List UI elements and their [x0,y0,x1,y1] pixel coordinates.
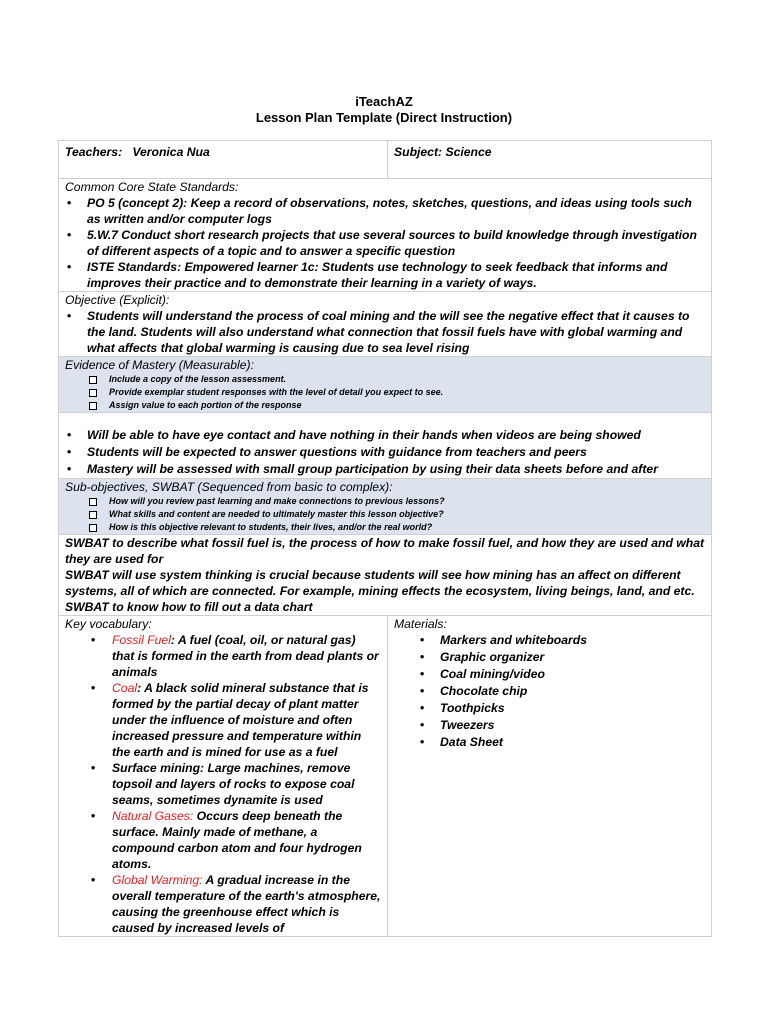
standard-item: • ISTE Standards: Empowered learner 1c: Students use technology to seek feedback that informs and improves their practice and to demonstrate their learning in a variety of ways. [65,259,705,291]
vocabulary-item: • Surface mining: Large machines, remove topsoil and layers of rocks to expose coal seams, sometimes dynamite is used [65,760,381,808]
checkbox-icon [89,376,97,384]
checkbox-icon [89,402,97,410]
evidence-item: • Mastery will be assessed with small group participation by using their data sheets before and after [65,461,705,478]
material-item: • Tweezers [394,717,705,734]
standards-heading: Common Core State Standards: [65,180,239,194]
checkbox-icon [89,524,97,532]
vocabulary-item: • Coal: A black solid mineral substance that is formed by the partial decay of plant matter under the influence of moisture and often increased pressure and temperature within the earth and is mined for use as a fuel [65,680,381,760]
subobjective-guide-item: What skills and content are needed to ultimately master this lesson objective? [65,508,705,521]
evidence-guide-list [65,373,705,412]
evidence-cell [59,413,712,479]
evidence-row [59,413,712,479]
vocabulary-item: • Natural Gases: Occurs deep beneath the surface. Mainly made of methane, a compound carbon atom and four hydrogen atoms. [65,808,381,872]
teacher-subject-row [59,141,712,179]
subject-cell [388,141,712,179]
material-item: • Toothpicks [394,700,705,717]
objective-cell [59,292,712,357]
evidence-list [65,427,705,478]
lesson-plan-table [58,140,712,937]
standards-cell [59,179,712,292]
evidence-guide-row [59,357,712,413]
checkbox-icon [89,511,97,519]
objective-item: • Students will understand the process of coal mining and the will see the negative effect that it causes to the land. Students will also understand what connection that fossil fuels have with global warming and what affects that global warming is causing due to sea level rising [65,308,705,356]
checkbox-icon [89,389,97,397]
evidence-guide-cell [59,357,712,413]
document-subtitle: Lesson Plan Template (Direct Instruction) [255,110,513,125]
evidence-item: • Will be able to have eye contact and have nothing in their hands when videos are being showed [65,427,705,444]
subobjectives-heading: Sub-objectives, SWBAT (Sequenced from basic to complex): [65,480,393,494]
standard-item: • PO 5 (concept 2): Keep a record of observations, notes, sketches, questions, and ideas using tools such as written and/or computer logs [65,195,705,227]
standard-item: • 5.W.7 Conduct short research projects that use several sources to build knowledge through investigation of different aspects of a topic and to answer a specific question [65,227,705,259]
evidence-guide-item: Provide exemplar student responses with the level of detail you expect to see. [65,386,705,399]
standards-row [59,179,712,292]
swbat-line: SWBAT to describe what fossil fuel is, the process of how to make fossil fuel, and how they are used and what they are used for [65,536,705,566]
checkbox-icon [89,498,97,506]
swbat-cell [59,535,712,616]
vocabulary-item: • Fossil Fuel: A fuel (coal, oil, or natural gas) that is formed in the earth from dead plants or animals [65,632,381,680]
subject-value: Science [445,145,492,159]
vocab-materials-row [59,616,712,937]
vocabulary-list [65,632,381,936]
subobjective-guide-item: How is this objective relevant to students, their lives, and/or the real world? [65,521,705,534]
document-title: iTeachAZ [355,94,413,109]
subobjectives-guide-list [65,495,705,534]
subject-label: Subject: [394,145,443,159]
swbat-line: SWBAT to know how to fill out a data chart [65,600,313,614]
teachers-cell [59,141,388,179]
material-item: • Markers and whiteboards [394,632,705,649]
materials-heading: Materials: [394,617,447,631]
swbat-line: SWBAT will use system thinking is crucial because students will see how mining has an affect on different systems, all of which are connected. For example, mining effects the ecosystem, living beings, land, and etc. [65,568,695,598]
material-item: • Data Sheet [394,734,705,751]
objective-list [65,308,705,356]
material-item: • Chocolate chip [394,683,705,700]
subobjectives-guide-row [59,479,712,535]
objective-heading: Objective (Explicit): [65,293,170,307]
vocabulary-heading: Key vocabulary: [65,617,152,631]
subobjective-guide-item: How will you review past learning and make connections to previous lessons? [65,495,705,508]
evidence-heading: Evidence of Mastery (Measurable): [65,358,254,372]
evidence-guide-item: Assign value to each portion of the response [65,399,705,412]
subobjectives-guide-cell [59,479,712,535]
objective-row [59,292,712,357]
materials-list [394,632,705,751]
standards-list [65,195,705,291]
swbat-row [59,535,712,616]
evidence-item: • Students will be expected to answer questions with guidance from teachers and peers [65,444,705,461]
evidence-guide-item: Include a copy of the lesson assessment. [65,373,705,386]
material-item: • Graphic organizer [394,649,705,666]
materials-cell [388,616,712,937]
vocabulary-cell [59,616,388,937]
vocabulary-item: • Global Warming: A gradual increase in the overall temperature of the earth's atmosphere, causing the greenhouse effect which is caused by increased levels of [65,872,381,936]
material-item: • Coal mining/video [394,666,705,683]
teachers-label: Teachers: [65,145,123,159]
teacher-name: Veronica Nua [132,145,210,159]
